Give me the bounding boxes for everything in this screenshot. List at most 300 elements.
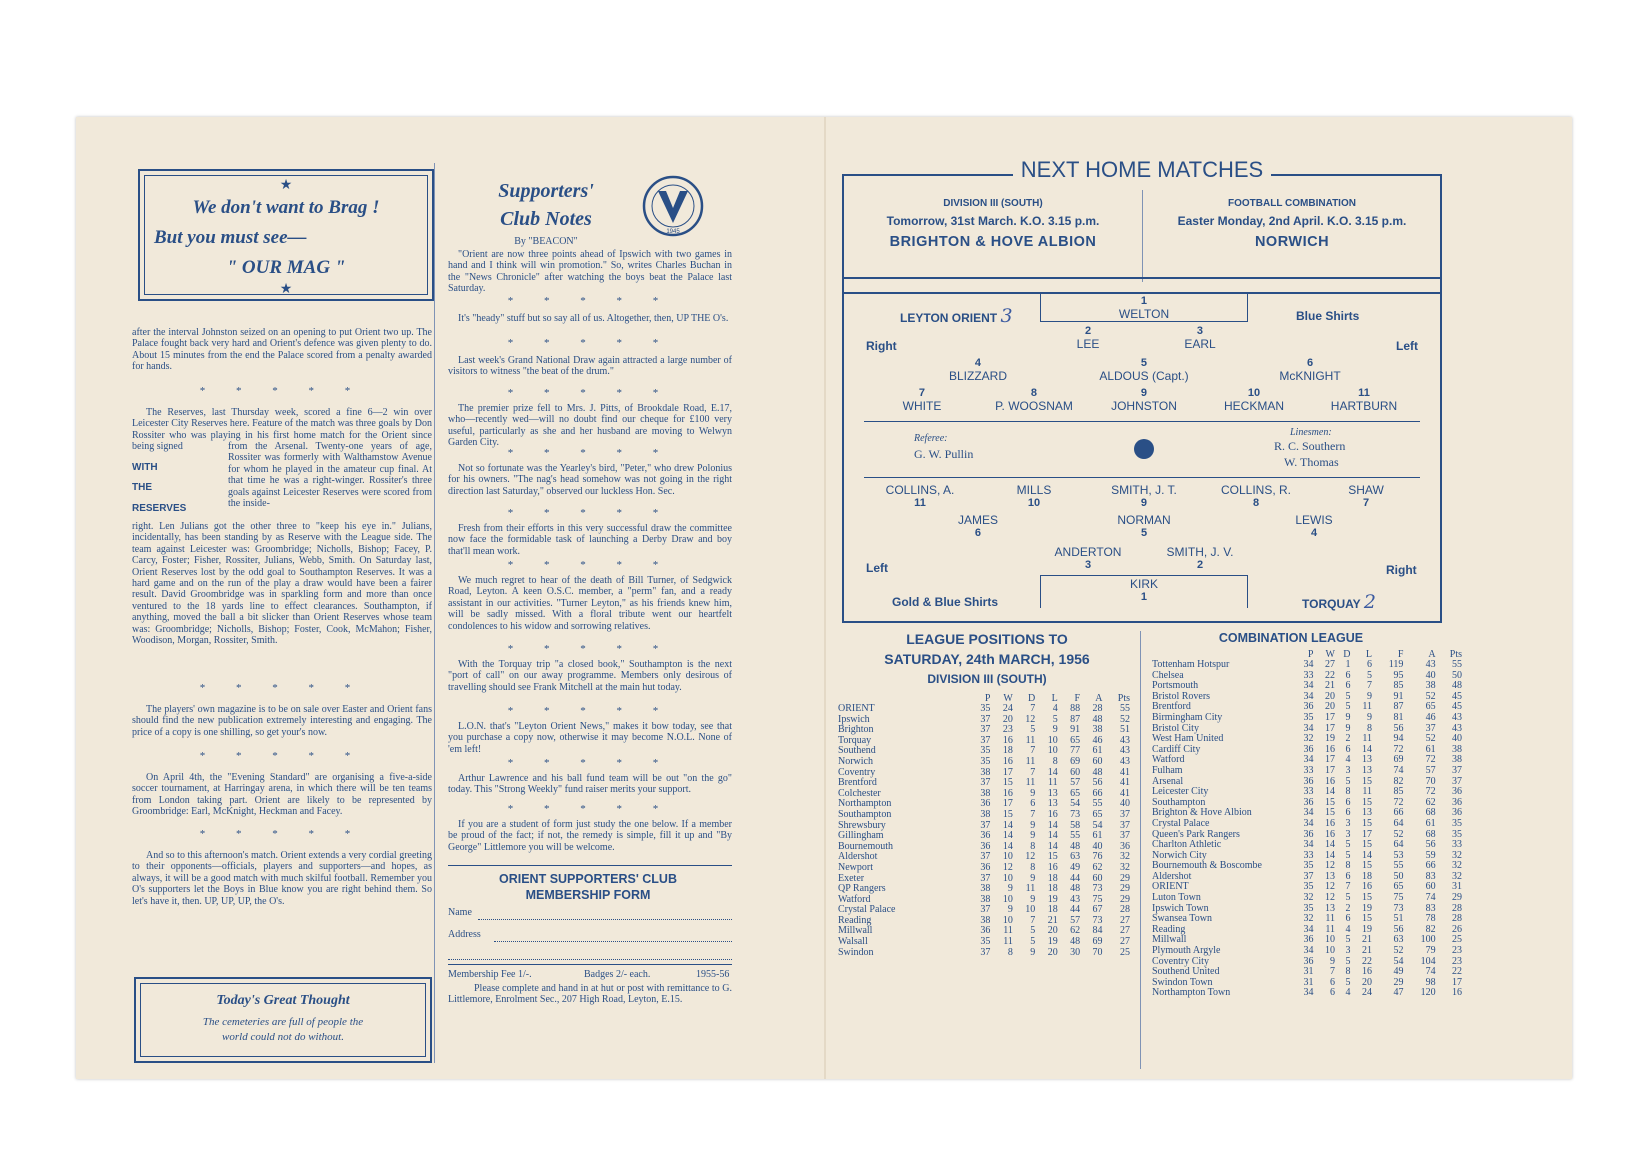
tables-divider — [1140, 631, 1141, 1069]
stat-cell: 14 — [1047, 830, 1058, 842]
stat-cell: 54 — [1070, 798, 1081, 810]
stat-cell: 27 — [1120, 925, 1130, 937]
table-row — [1152, 766, 1462, 777]
stat-cell: 6 — [1345, 796, 1351, 808]
stat-cell: 9 — [1007, 904, 1013, 916]
next-home-matches-box — [842, 174, 1442, 294]
stat-cell: 18 — [1047, 872, 1058, 884]
stat-cell: 36 — [1303, 775, 1314, 787]
stat-cell: 72 — [1393, 796, 1404, 808]
stat-cell: 27 — [1120, 936, 1130, 948]
stat-cell: 9 — [1052, 724, 1058, 736]
stat-cell: 61 — [1425, 743, 1436, 755]
stat-cell: 9 — [1345, 722, 1351, 734]
notes-para-2: It's "heady" stuff but so say all of us. Altogether, then, UP THE O's. — [458, 313, 729, 324]
table-row — [1152, 988, 1462, 999]
shirt-number: 2 — [1196, 559, 1204, 571]
stat-cell: 69 — [1393, 754, 1404, 766]
stat-cell: 16 — [1002, 734, 1013, 746]
stat-cell: 9 — [1007, 883, 1013, 895]
left-para-5: And so to this afternoon's match. Orient extends a very cordial greeting to their opponents—officials, players and supporters—and hopes, as always, it will be a good match with much skilful football. Remember you O's supporters let the Boys in Blue know you are right behind them. So let's have it, then. UP, UP, UP, the O's. — [132, 850, 432, 907]
notes-para-6: Fresh from their efforts in this very successful draw the committee now face the formidable task of launching a Derby Draw and boy that'll mean work. — [448, 523, 732, 557]
shirt-number: 8 — [1030, 387, 1038, 399]
team-name: Southampton — [838, 808, 892, 820]
stat-cell: 36 — [980, 830, 991, 842]
stat-cell: 75 — [1092, 893, 1103, 905]
stat-cell: 35 — [1452, 828, 1462, 840]
left-para-2a: The Reserves, last Thursday week, scored a fine 6—2 win over Leicester City Reserves here. Feature of the match was three goals by Don Rossiter who was playing in his first home match for the Orient since being signed — [132, 407, 432, 453]
stat-cell: 11 — [1003, 936, 1013, 948]
stat-cell: 33 — [1303, 764, 1314, 776]
stat-cell: 9 — [1329, 955, 1335, 967]
stat-cell: 41 — [1120, 787, 1130, 799]
stat-cell: 29 — [1120, 893, 1130, 905]
stat-cell: 72 — [1425, 786, 1436, 798]
stat-cell: 16 — [1324, 775, 1335, 787]
stat-cell: 36 — [1452, 796, 1462, 808]
stat-cell: 20 — [1047, 946, 1058, 958]
player-name: COLLINS, R. — [1220, 483, 1292, 497]
title-line-2: Club Notes — [500, 208, 592, 230]
stat-cell: 4 — [1345, 923, 1351, 935]
stat-cell: 37 — [980, 777, 991, 789]
shirt-number: 5 — [1140, 357, 1148, 369]
stat-cell: 79 — [1425, 945, 1436, 957]
stat-cell: 32 — [1120, 851, 1130, 863]
shirt-number: 4 — [974, 357, 982, 369]
stat-cell: 15 — [1361, 796, 1372, 808]
column-header: A — [1428, 649, 1436, 660]
matches-divider — [1142, 190, 1143, 282]
divider-stars: * * * * * — [199, 750, 365, 762]
stat-cell: 30 — [1070, 946, 1081, 958]
stat-cell: 12 — [1324, 881, 1335, 893]
stat-cell: 63 — [1070, 851, 1081, 863]
stat-cell: 78 — [1425, 913, 1436, 925]
divider-stars: * * * * * — [199, 682, 365, 694]
home-team-name — [900, 305, 1013, 327]
player-name: JAMES — [957, 513, 999, 527]
column-header: P — [1307, 649, 1314, 660]
stat-cell: 22 — [1452, 966, 1462, 978]
player-name: WHITE — [902, 399, 942, 413]
team-name: ORIENT — [1152, 881, 1189, 893]
stat-cell: 7 — [1329, 966, 1335, 978]
stat-cell: 13 — [1324, 902, 1335, 914]
stat-cell: 19 — [1361, 923, 1372, 935]
player-name: P. WOOSNAM — [995, 399, 1073, 413]
stat-cell: 29 — [1452, 892, 1462, 904]
stat-cell: 64 — [1393, 839, 1404, 851]
stat-cell: 33 — [1303, 786, 1314, 798]
stat-cell: 73 — [1092, 914, 1103, 926]
team-name: Southend — [838, 745, 876, 757]
stat-cell: 81 — [1393, 711, 1404, 723]
stat-cell: 34 — [1303, 987, 1314, 999]
address-field[interactable] — [494, 941, 732, 942]
stat-cell: 69 — [1070, 755, 1081, 767]
player-name: NORMAN — [1117, 513, 1171, 527]
home-player-1 — [1119, 295, 1169, 321]
stat-cell: 6 — [1345, 669, 1351, 681]
referee-label: Referee: — [914, 433, 948, 444]
stat-cell: 100 — [1420, 934, 1436, 946]
stat-cell: 29 — [1120, 872, 1130, 884]
player-name: SMITH, J. V. — [1166, 545, 1234, 559]
player-name: BLIZZARD — [948, 369, 1008, 383]
team-name: Luton Town — [1152, 892, 1201, 904]
stat-cell: 49 — [1070, 861, 1081, 873]
table-row — [838, 704, 1130, 715]
stat-cell: 9 — [1030, 787, 1036, 799]
badge-year: 1945 — [666, 229, 680, 235]
stat-cell: 14 — [1047, 766, 1058, 778]
stat-cell: 83 — [1425, 902, 1436, 914]
notes-para-11: If you are a student of form just study the one below. If a member be proud of the fact; if not, the remedy is simple, fill it up and "By George" Littlemore you will be welcome. — [448, 819, 732, 853]
stat-cell: 66 — [1425, 860, 1436, 872]
table-row — [1152, 713, 1462, 724]
team-name: Walsall — [838, 936, 868, 948]
stat-cell: 5 — [1345, 934, 1351, 946]
stat-cell: 43 — [1070, 893, 1081, 905]
stat-cell: 46 — [1425, 711, 1436, 723]
stat-cell: 43 — [1452, 711, 1462, 723]
shirt-number: 6 — [974, 527, 982, 539]
stat-cell: 14 — [1361, 743, 1372, 755]
stat-cell: 32 — [1303, 892, 1314, 904]
stat-cell: 3 — [1345, 945, 1351, 957]
team-name: Shrewsbury — [838, 819, 886, 831]
stat-cell: 21 — [1324, 680, 1335, 692]
stat-cell: 53 — [1393, 849, 1404, 861]
shirt-number: 3 — [1196, 325, 1204, 337]
stat-cell: 14 — [1324, 786, 1335, 798]
team-name: Brighton & Hove Albion — [1152, 807, 1252, 819]
notes-para-8: With the Torquay trip "a closed book," Southampton is the next "port of call" on our away programme. Members only desirous of travelling should see Frank Mitchell at the main hut today. — [448, 659, 732, 693]
address-field-line-2[interactable] — [448, 959, 732, 960]
stat-cell: 11 — [1048, 777, 1058, 789]
shirt-number: 9 — [1140, 387, 1148, 399]
player-name: HECKMAN — [1223, 399, 1285, 413]
stat-cell: 16 — [1002, 787, 1013, 799]
stat-cell: 98 — [1425, 976, 1436, 988]
player-name: KIRK — [1129, 577, 1159, 591]
stat-cell: 5 — [1345, 976, 1351, 988]
team-name: Leicester City — [1152, 786, 1209, 798]
team-name: Chelsea — [1152, 669, 1184, 681]
league-division: DIVISION III (SOUTH) — [927, 672, 1047, 686]
divider-stars: * * * * * — [507, 387, 673, 399]
stat-cell: 48 — [1070, 883, 1081, 895]
stat-cell: 6 — [1345, 743, 1351, 755]
stat-cell: 10 — [1025, 904, 1036, 916]
our-mag-box — [138, 169, 434, 301]
player-name: LEWIS — [1295, 513, 1333, 527]
table-row — [838, 863, 1130, 874]
stat-cell: 74 — [1425, 966, 1436, 978]
column-header: A — [1095, 693, 1103, 704]
stat-cell: 5 — [1345, 892, 1351, 904]
stat-cell: 15 — [1002, 808, 1013, 820]
stat-cell: 32 — [1452, 860, 1462, 872]
stat-cell: 27 — [1324, 659, 1335, 670]
team-name: Portsmouth — [1152, 680, 1199, 692]
shirt-number: 1 — [1140, 295, 1148, 307]
team-name: Northampton — [838, 798, 892, 810]
stat-cell: 9 — [1030, 830, 1036, 842]
team-name: Swindon Town — [1152, 976, 1213, 988]
stat-cell: 37 — [980, 851, 991, 863]
stat-cell: 17 — [1324, 722, 1335, 734]
stat-cell: 70 — [1425, 775, 1436, 787]
stat-cell: 12 — [1025, 713, 1036, 725]
away-player-11 — [886, 483, 955, 509]
league-positions-title — [842, 629, 1132, 689]
home-player-2 — [1077, 325, 1100, 351]
team-name: Brentford — [838, 777, 877, 789]
away-player-2 — [1167, 545, 1234, 571]
stat-cell: 38 — [1452, 754, 1462, 766]
stat-cell: 15 — [1361, 817, 1372, 829]
team-name: West Ham United — [1152, 733, 1224, 745]
divider-stars: * * * * * — [507, 705, 673, 717]
stat-cell: 7 — [1030, 914, 1036, 926]
team-name: Torquay — [838, 734, 872, 746]
stat-cell: 5 — [1345, 690, 1351, 702]
stat-cell: 119 — [1388, 659, 1404, 670]
shirt-number: 4 — [1310, 527, 1318, 539]
stat-cell: 9 — [1366, 690, 1372, 702]
membership-form-title — [438, 871, 738, 903]
player-name: JOHNSTON — [1111, 399, 1177, 413]
team-name: Millwall — [838, 925, 873, 937]
stat-cell: 37 — [1452, 764, 1462, 776]
stat-cell: 17 — [1002, 766, 1013, 778]
stat-cell: 43 — [1120, 734, 1130, 746]
home-player-10 — [1224, 387, 1284, 413]
stat-cell: 15 — [1361, 839, 1372, 851]
stat-cell: 87 — [1070, 713, 1081, 725]
stat-cell: 65 — [1393, 881, 1404, 893]
stat-cell: 65 — [1070, 734, 1081, 746]
team-name: Norwich — [838, 755, 873, 767]
stat-cell: 24 — [1361, 987, 1372, 999]
stat-cell: 55 — [1070, 830, 1081, 842]
player-name: LEE — [1076, 337, 1100, 351]
stat-cell: 38 — [980, 914, 991, 926]
stat-cell: 8 — [1007, 946, 1013, 958]
stat-cell: 7 — [1030, 808, 1036, 820]
stat-cell: 34 — [1303, 754, 1314, 766]
column-header: D — [1343, 649, 1351, 660]
stat-cell: 55 — [1120, 703, 1130, 714]
stat-cell: 5 — [1345, 701, 1351, 713]
column-header: D — [1028, 693, 1036, 704]
team-name: Coventry — [838, 766, 876, 778]
shirt-number: 11 — [1358, 387, 1370, 399]
combination-league-title: COMBINATION LEAGUE — [1218, 631, 1364, 645]
stat-cell: 27 — [1120, 914, 1130, 926]
stat-cell: 7 — [1030, 703, 1036, 714]
stat-cell: 17 — [1324, 764, 1335, 776]
away-right-label: Right — [1386, 563, 1417, 577]
stat-cell: 56 — [1393, 923, 1404, 935]
name-field[interactable] — [478, 919, 732, 920]
stat-cell: 34 — [1303, 690, 1314, 702]
brag-line-3: " OUR MAG " — [226, 257, 346, 278]
stat-cell: 4 — [1052, 703, 1058, 714]
stat-cell: 32 — [1120, 861, 1130, 873]
team-name: Plymouth Argyle — [1152, 945, 1221, 957]
team-name: Coventry City — [1152, 955, 1209, 967]
with-the-reserves-label-1: WITH — [132, 462, 158, 473]
stat-cell: 10 — [1002, 872, 1013, 884]
stat-cell: 38 — [1425, 680, 1436, 692]
stat-cell: 37 — [1120, 819, 1130, 831]
stat-cell: 28 — [1452, 902, 1462, 914]
stat-cell: 74 — [1425, 892, 1436, 904]
stat-cell: 24 — [1002, 703, 1013, 714]
stat-cell: 104 — [1420, 955, 1436, 967]
shirt-number: 10 — [1247, 387, 1261, 399]
stat-cell: 34 — [1303, 923, 1314, 935]
stat-cell: 49 — [1393, 966, 1404, 978]
stat-cell: 32 — [1303, 913, 1314, 925]
with-the-reserves-label-2: THE — [132, 482, 152, 493]
shirt-number: 7 — [1362, 497, 1370, 509]
team-name: Southampton — [1152, 796, 1206, 808]
stat-cell: 35 — [1303, 881, 1314, 893]
team-name: Crystal Palace — [838, 904, 896, 916]
stat-cell: 37 — [1120, 830, 1130, 842]
stat-cell: 50 — [1452, 669, 1462, 681]
stat-cell: 16 — [1002, 755, 1013, 767]
stat-cell: 13 — [1361, 754, 1372, 766]
divider-stars: * * * * * — [507, 643, 673, 655]
stat-cell: 43 — [1452, 722, 1462, 734]
stat-cell: 21 — [1361, 945, 1372, 957]
team-name: Ipswich Town — [1152, 902, 1209, 914]
stat-cell: 10 — [1047, 734, 1058, 746]
stat-cell: 60 — [1092, 872, 1103, 884]
stat-cell: 17 — [1324, 754, 1335, 766]
stat-cell: 60 — [1092, 755, 1103, 767]
stat-cell: 52 — [1425, 690, 1436, 702]
stat-cell: 63 — [1393, 934, 1404, 946]
next-home-matches-heading: NEXT HOME MATCHES — [1013, 157, 1271, 182]
stat-cell: 35 — [1303, 902, 1314, 914]
stat-cell: 77 — [1070, 745, 1081, 757]
stat-cell: 7 — [1030, 766, 1036, 778]
divider-stars: * * * * * — [199, 385, 365, 397]
league-title-line-2: SATURDAY, 24th MARCH, 1956 — [884, 651, 1090, 667]
stat-cell: 60 — [1425, 881, 1436, 893]
stat-cell: 36 — [1303, 796, 1314, 808]
stat-cell: 65 — [1070, 787, 1081, 799]
stat-cell: 34 — [1303, 807, 1314, 819]
column-header: L — [1365, 649, 1372, 660]
stat-cell: 40 — [1452, 733, 1462, 745]
stat-cell: 22 — [1361, 955, 1372, 967]
divider-stars: * * * * * — [507, 507, 673, 519]
stat-cell: 37 — [980, 734, 991, 746]
brag-line-1: We don't want to Brag ! — [192, 197, 380, 218]
away-player-6 — [958, 513, 998, 539]
team-name: Gillingham — [838, 830, 884, 842]
stat-cell: 29 — [1120, 883, 1130, 895]
stat-cell: 56 — [1393, 722, 1404, 734]
stat-cell: 34 — [1303, 945, 1314, 957]
stat-cell: 6 — [1345, 807, 1351, 819]
divider-stars: * * * * * — [507, 295, 673, 307]
table-row — [838, 810, 1130, 821]
column-divider — [434, 163, 435, 1063]
team-name: Norwich City — [1152, 849, 1207, 861]
stat-cell: 10 — [1002, 893, 1013, 905]
away-team-label: TORQUAY — [1302, 597, 1361, 611]
shirt-number: 7 — [918, 387, 926, 399]
shirt-number: 9 — [1140, 497, 1148, 509]
stat-cell: 16 — [1361, 881, 1372, 893]
stat-cell: 17 — [1324, 711, 1335, 723]
stat-cell: 14 — [1002, 840, 1013, 852]
stat-cell: 44 — [1070, 872, 1081, 884]
away-player-9 — [1111, 483, 1177, 509]
stat-cell: 55 — [1092, 798, 1103, 810]
stat-cell: 11 — [1362, 786, 1372, 798]
title-line-1: Supporters' — [498, 180, 594, 202]
divider-stars: * * * * * — [507, 447, 673, 459]
stat-cell: 69 — [1092, 936, 1103, 948]
stat-cell: 34 — [1303, 680, 1314, 692]
column-header: L — [1051, 693, 1058, 704]
stat-cell: 13 — [1324, 870, 1335, 882]
stat-cell: 36 — [980, 798, 991, 810]
player-name: MILLS — [1016, 483, 1052, 497]
column-header: W — [1003, 693, 1013, 704]
stat-cell: 58 — [1070, 819, 1081, 831]
stat-cell: 8 — [1345, 860, 1351, 872]
stat-cell: 83 — [1425, 870, 1436, 882]
stat-cell: 8 — [1030, 840, 1036, 852]
stat-cell: 33 — [1452, 839, 1462, 851]
stat-cell: 28 — [1092, 703, 1103, 714]
stat-cell: 65 — [1092, 808, 1103, 820]
league-title-line-1: LEAGUE POSITIONS TO — [906, 631, 1068, 647]
stat-cell: 21 — [1361, 934, 1372, 946]
shirt-number: 10 — [1027, 497, 1041, 509]
player-name: McKNIGHT — [1279, 369, 1341, 383]
stat-cell: 43 — [1425, 659, 1436, 670]
stat-cell: 36 — [1303, 934, 1314, 946]
stat-cell: 35 — [980, 936, 991, 948]
home-player-3 — [1184, 325, 1215, 351]
stat-cell: 8 — [1030, 861, 1036, 873]
stat-cell: 11 — [1325, 913, 1335, 925]
great-thought-line-2: world could not do without. — [222, 1031, 344, 1043]
stat-cell: 3 — [1345, 828, 1351, 840]
stat-cell: 11 — [1362, 701, 1372, 713]
column-header: W — [1325, 649, 1335, 660]
stat-cell: 5 — [1345, 775, 1351, 787]
stat-cell: 34 — [1303, 817, 1314, 829]
stat-cell: 11 — [1362, 733, 1372, 745]
stat-cell: 33 — [1303, 669, 1314, 681]
stat-cell: 37 — [980, 713, 991, 725]
stat-cell: 11 — [1025, 777, 1036, 789]
stat-cell: 36 — [980, 861, 991, 873]
stat-cell: 14 — [1047, 840, 1058, 852]
